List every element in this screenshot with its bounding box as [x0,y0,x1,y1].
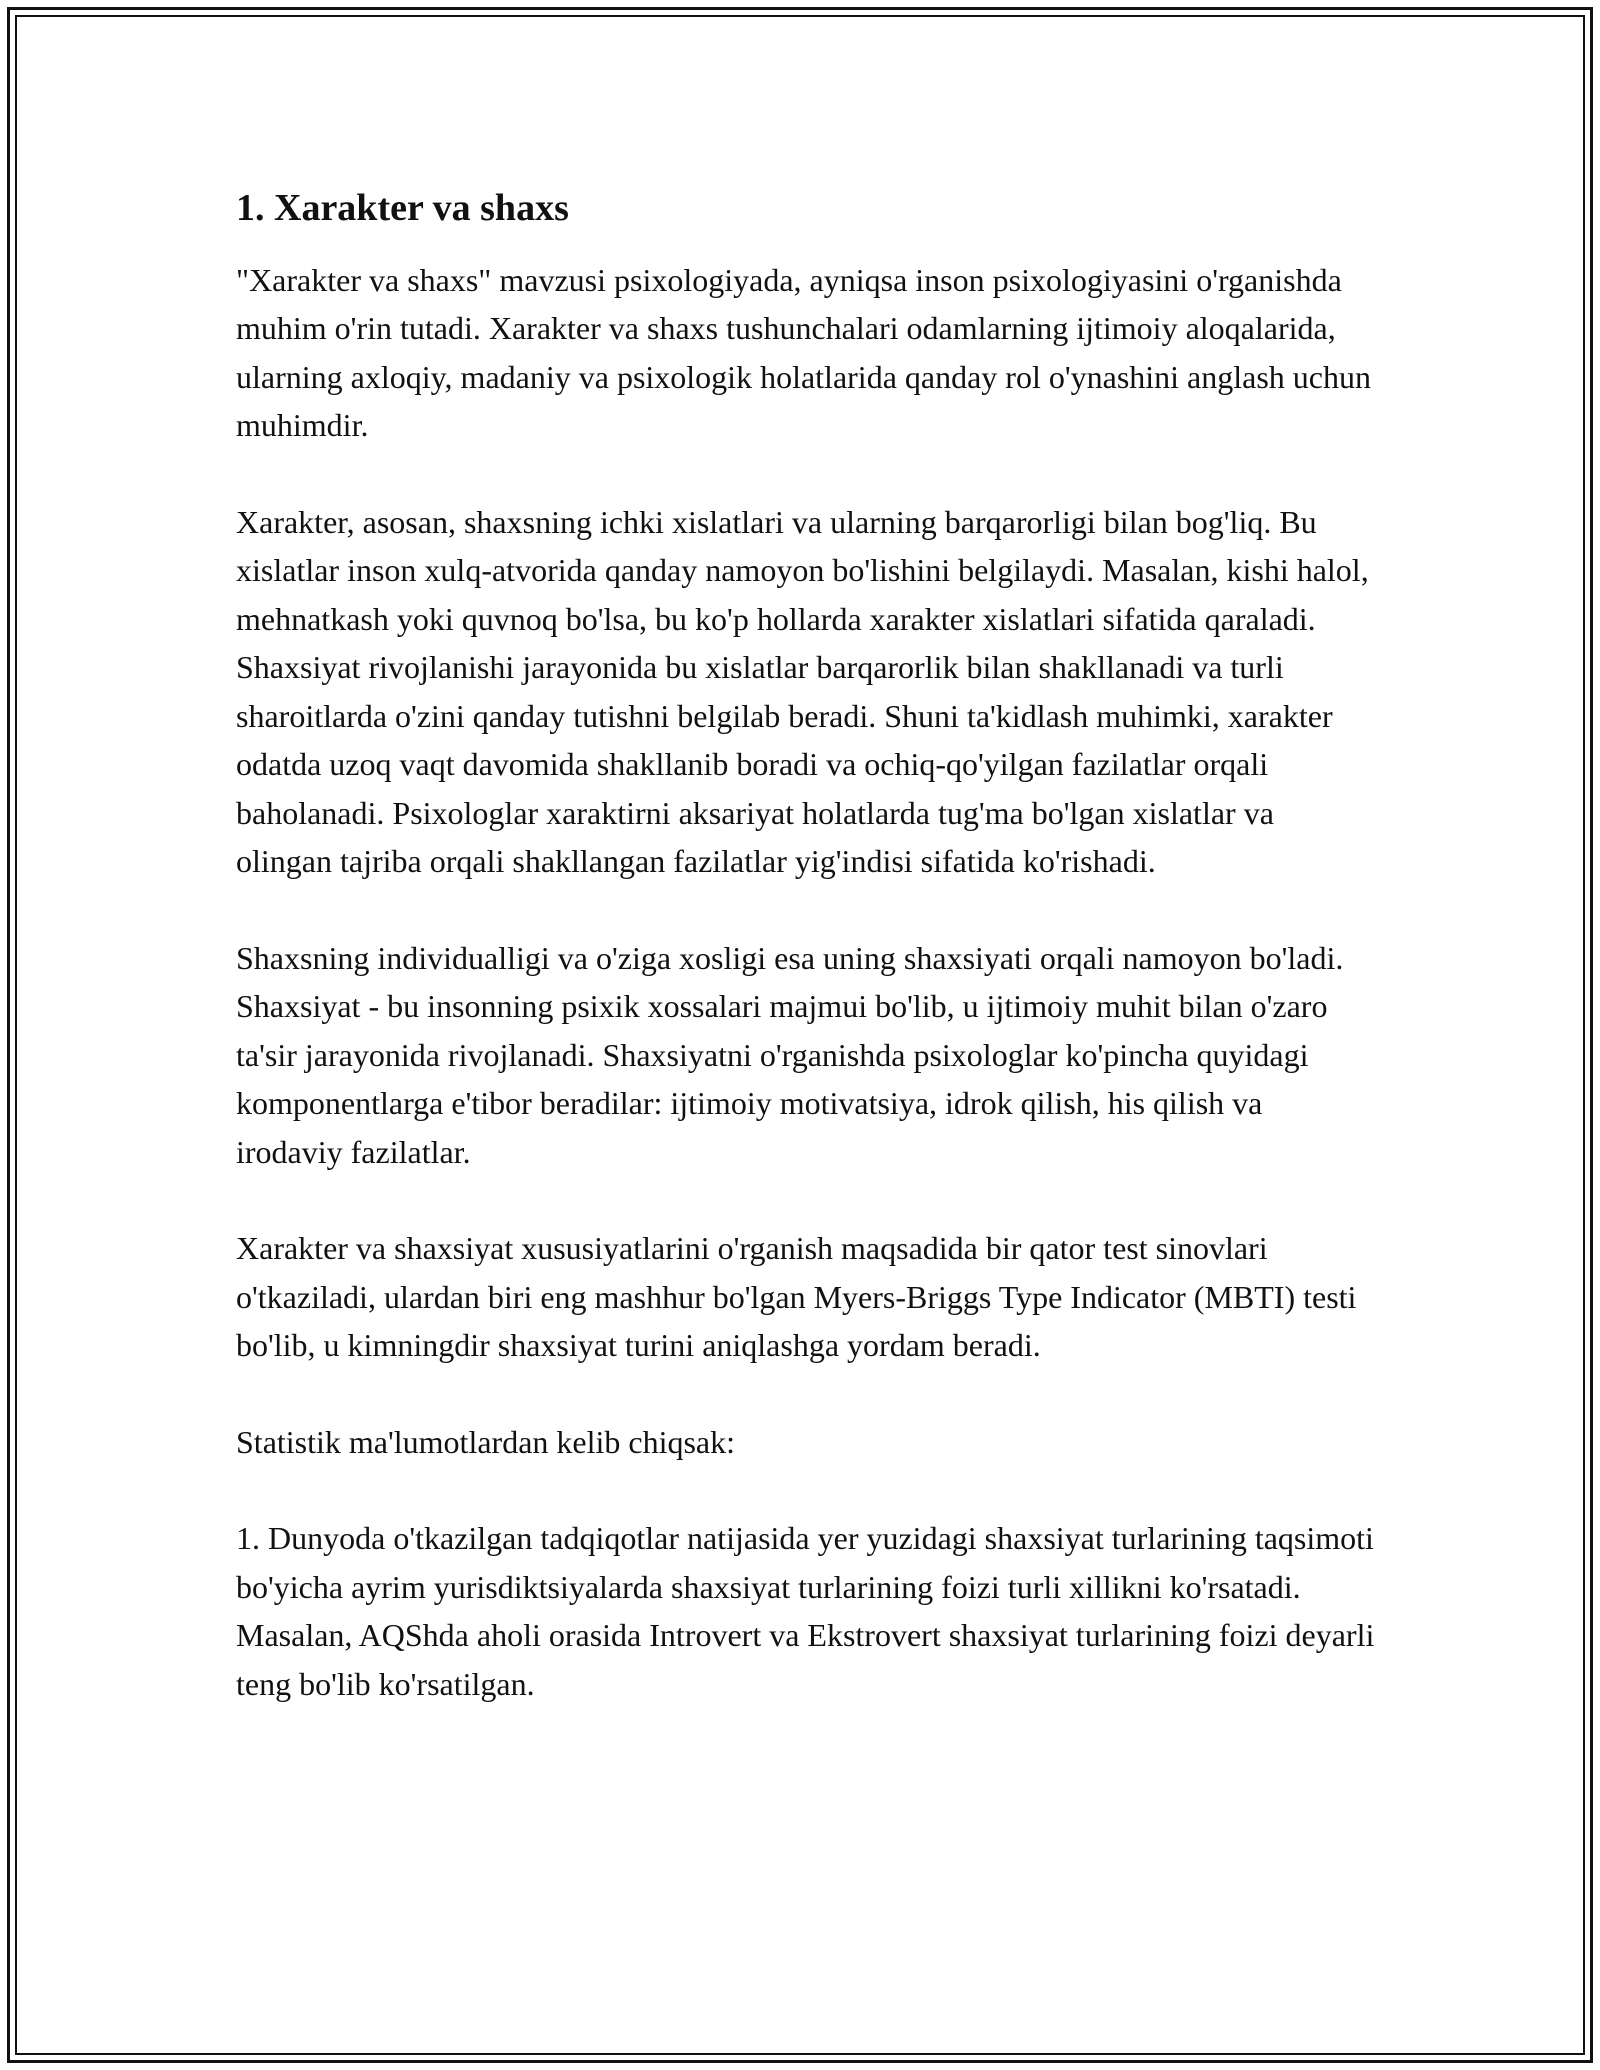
document-body [236,186,1376,1708]
paragraph-mbti: Xarakter va shaxsiyat xususiyatlarini o'rganish maqsadida bir qator test sinovlari o'tkaziladi, ulardan biri eng mashhur bo'lgan Myers-Briggs Type Indicator (MBTI) testi bo'lib, u kimningdir shaxsiyat turini aniqlashga yordam beradi. [236,1230,1357,1364]
paragraph-statistics-intro: Statistik ma'lumotlardan kelib chiqsak: [236,1423,736,1460]
paragraph-personality: Shaxsning individualligi va o'ziga xosligi esa uning shaxsiyati orqali namoyon bo'ladi. Shaxsiyat - bu insonning psixik xossalari majmui bo'lib, u ijtimoiy muhit bilan o'zaro ta'sir jarayonida rivojlanadi. Shaxsiyatni o'rganishda psixologlar ko'pincha quyidagi komponentlarga e'tibor beradilar: ijtimoiy motivatsiya, idrok qilish, his qilish va irodaviy fazilatlar. [236,939,1344,1170]
paragraph-statistics-item-1: 1. Dunyoda o'tkazilgan tadqiqotlar natijasida yer yuzidagi shaxsiyat turlarining taqsimoti bo'yicha ayrim yurisdiktsiyalarda shaxsiyat turlarining foizi turli xillikni ko'rsatadi. Masalan, AQShda aholi orasida Introvert va Ekstrovert shaxsiyat turlarining foizi deyarli teng bo'lib ko'rsatilgan. [236,1520,1375,1702]
section-heading: 1. Xarakter va shaxs [236,187,569,229]
paragraph-character: Xarakter, asosan, shaxsning ichki xislatlari va ularning barqarorligi bilan bog'liq. Bu xislatlar inson xulq-atvorida qanday namoyon bo'lishini belgilaydi. Masalan, kishi halol, mehnatkash yoki quvnoq bo'lsa, bu ko'p hollarda xarakter xislatlari sifatida qaraladi. Shaxsiyat rivojlanishi jarayonida bu xislatlar barqarorlik bilan shakllanadi va turli sharoitlarda o'zini qanday tutishni belgilab beradi. Shuni ta'kidlash muhimki, xarakter odatda uzoq vaqt davomida shakllanib boradi va ochiq-qo'yilgan fazilatlar orqali baholanadi. Psixologlar xaraktirni aksariyat holatlarda tug'ma bo'lgan xislatlar va olingan tajriba orqali shakllangan fazilatlar yig'indisi sifatida ko'rishadi. [236,503,1369,880]
paragraph-intro: "Xarakter va shaxs" mavzusi psixologiyada, ayniqsa inson psixologiyasini o'rganishda muhim o'rin tutadi. Xarakter va shaxs tushunchalari odamlarning ijtimoiy aloqalarida, ularning axloqiy, madaniy va psixologik holatlarida qanday rol o'ynashini anglash uchun muhimdir. [236,261,1371,444]
